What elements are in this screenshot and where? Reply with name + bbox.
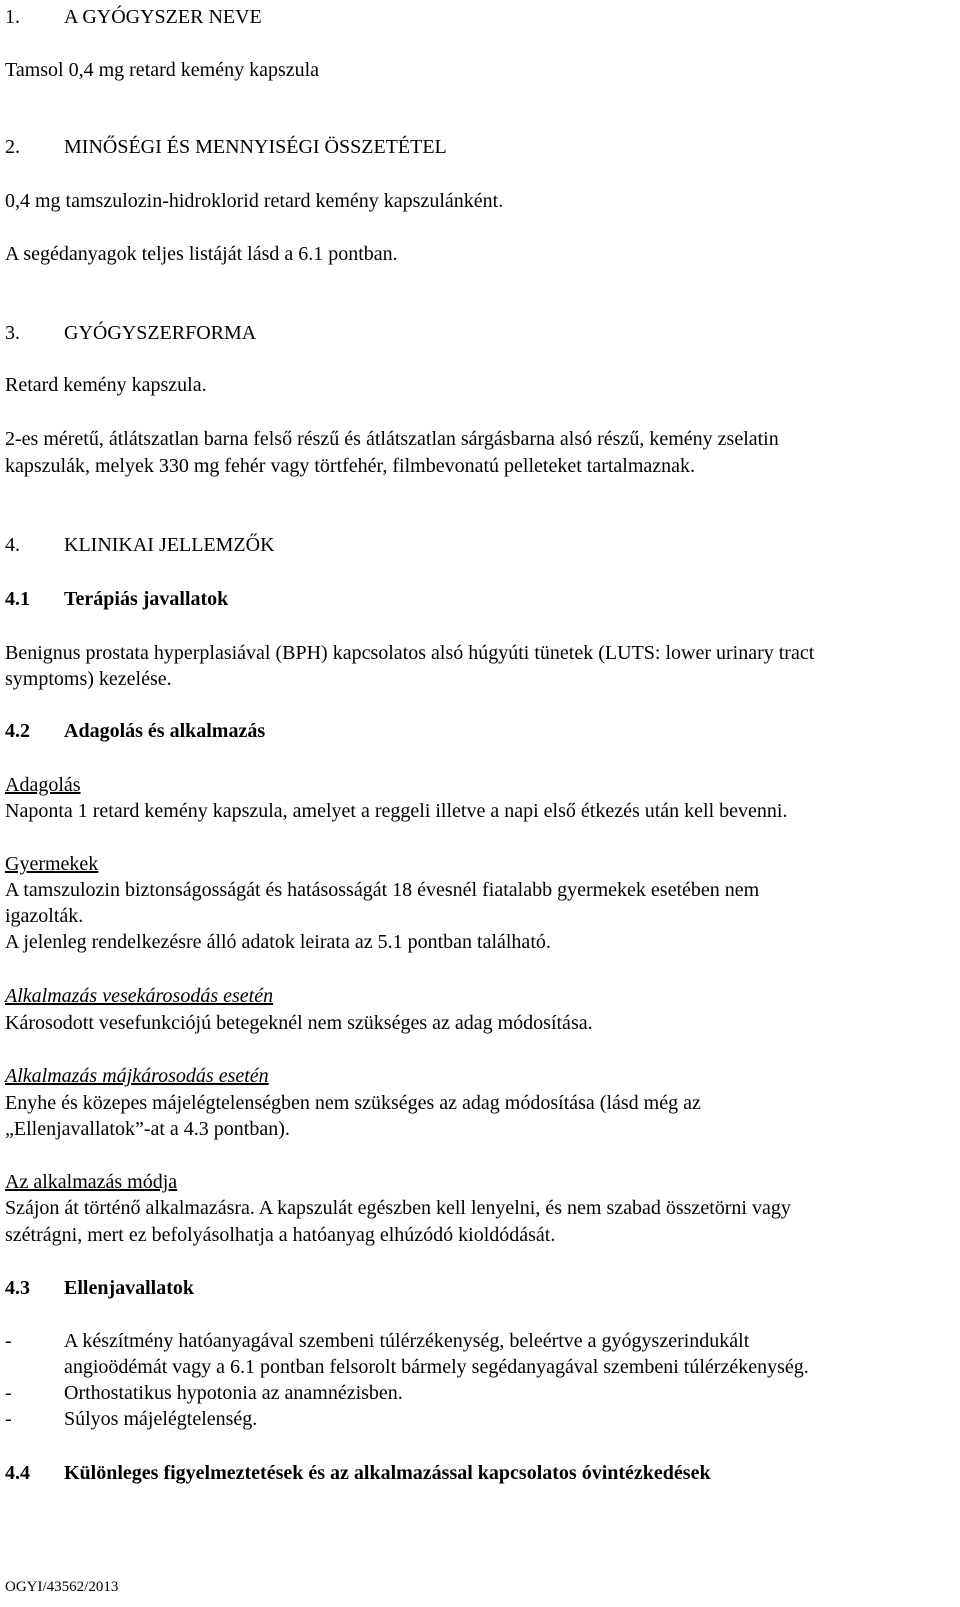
section-4-number: 4. (5, 534, 20, 556)
contraindication-1-line-2: angioödémát vagy a 6.1 pontban felsorolt bármely segédanyagával szembeni túlérzékenység. (64, 1356, 809, 1378)
section-4-title: KLINIKAI JELLEMZŐK (64, 534, 275, 556)
section-4-1-title: Terápiás javallatok (64, 588, 229, 610)
section-3-title: GYÓGYSZERFORMA (64, 322, 257, 344)
indication-line-1: Benignus prostata hyperplasiával (BPH) kapcsolatos alsó húgyúti tünetek (LUTS: lower urinary tract (5, 642, 815, 664)
section-4-3-number: 4.3 (5, 1277, 30, 1299)
dosage-heading: Adagolás (5, 774, 81, 796)
children-heading: Gyermekek (5, 853, 99, 875)
list-dash: - (5, 1330, 12, 1352)
section-4-3-title: Ellenjavallatok (64, 1277, 195, 1299)
section-2-number: 2. (5, 136, 20, 158)
children-line-3: A jelenleg rendelkezésre álló adatok leirata az 5.1 pontban található. (5, 931, 551, 953)
capsule-description-line-1: 2-es méretű, átlátszatlan barna felső részű és átlátszatlan sárgásbarna alsó részű, kemény zselatin (5, 428, 779, 450)
form-text: Retard kemény kapszula. (5, 374, 207, 396)
section-1-number: 1. (5, 6, 20, 28)
renal-text: Károsodott vesefunkciójú betegeknél nem szükséges az adag módosítása. (5, 1012, 593, 1034)
section-4-2-number: 4.2 (5, 720, 30, 742)
hepatic-line-1: Enyhe és közepes májelégtelenségben nem szükséges az adag módosítása (lásd még az (5, 1092, 701, 1114)
section-4-4-title: Különleges figyelmeztetések és az alkalmazással kapcsolatos óvintézkedések (64, 1462, 711, 1484)
excipients-reference: A segédanyagok teljes listáját lásd a 6.1 pontban. (5, 243, 398, 265)
children-line-1: A tamszulozin biztonságosságát és hatásosságát 18 évesnél fiatalabb gyermekek esetében nem (5, 879, 760, 901)
document-reference-footer: OGYI/43562/2013 (5, 1579, 119, 1595)
section-4-1-number: 4.1 (5, 588, 30, 610)
dosage-text: Naponta 1 retard kemény kapszula, amelyet a reggeli illetve a napi első étkezés után kell bevenni. (5, 800, 788, 822)
contraindication-2: Orthostatikus hypotonia az anamnézisben. (64, 1382, 403, 1404)
section-2-title: MINŐSÉGI ÉS MENNYISÉGI ÖSSZETÉTEL (64, 136, 447, 158)
administration-line-1: Szájon át történő alkalmazásra. A kapszulát egészben kell lenyelni, és nem szabad összetörni vagy (5, 1197, 791, 1219)
administration-heading: Az alkalmazás módja (5, 1171, 178, 1193)
indication-line-2: symptoms) kezelése. (5, 668, 172, 690)
capsule-description-line-2: kapszulák, melyek 330 mg fehér vagy törtfehér, filmbevonatú pelleteket tartalmaznak. (5, 455, 696, 477)
children-line-2: igazolták. (5, 905, 84, 927)
hepatic-heading: Alkalmazás májkárosodás esetén (5, 1065, 269, 1087)
section-1-title: A GYÓGYSZER NEVE (64, 6, 262, 28)
product-name: Tamsol 0,4 mg retard kemény kapszula (5, 59, 320, 81)
list-dash: - (5, 1382, 12, 1404)
renal-heading: Alkalmazás vesekárosodás esetén (5, 985, 274, 1007)
hepatic-line-2: „Ellenjavallatok”-at a 4.3 pontban). (5, 1118, 290, 1140)
contraindication-3: Súlyos májelégtelenség. (64, 1408, 258, 1430)
contraindication-1-line-1: A készítmény hatóanyagával szembeni túlérzékenység, beleértve a gyógyszerindukált (64, 1330, 750, 1352)
list-dash: - (5, 1408, 12, 1430)
section-3-number: 3. (5, 322, 20, 344)
composition-text: 0,4 mg tamszulozin-hidroklorid retard kemény kapszulánként. (5, 190, 504, 212)
section-4-4-number: 4.4 (5, 1462, 30, 1484)
section-4-2-title: Adagolás és alkalmazás (64, 720, 266, 742)
administration-line-2: szétrágni, mert ez befolyásolhatja a hatóanyag elhúzódó kioldódását. (5, 1224, 556, 1246)
